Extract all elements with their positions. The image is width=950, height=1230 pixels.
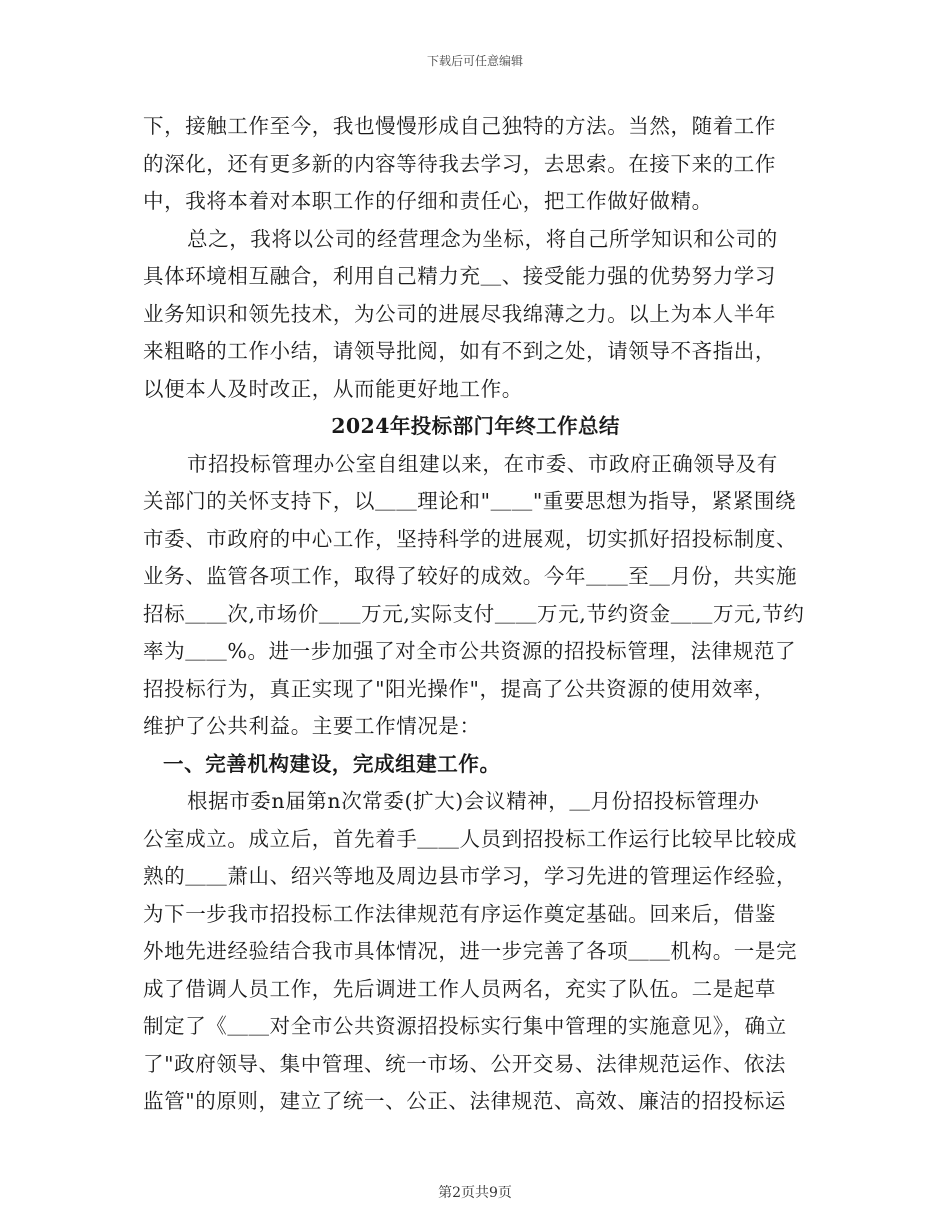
body-text-line: 以便本人及时改正，从而能更好地工作。: [143, 376, 523, 401]
body-text-line: 关部门的关怀支持下，以＿＿理论和"＿＿"重要思想为指导，紧紧围绕: [143, 489, 797, 513]
body-text-line: 率为＿＿%。进一步加强了对全市公共资源的招投标管理，法律规范了: [143, 639, 797, 663]
body-text-line: 的深化，还有更多新的内容等待我去学习，去思索。在接下来的工作: [143, 151, 776, 176]
page-header: 下载后可任意编辑: [426, 54, 523, 68]
paragraph-first-line: 根据市委n届第n次常委(扩大)会议精神，＿月份招投标管理办: [187, 789, 760, 813]
body-text-line: 维护了公共利益。主要工作情况是：: [143, 714, 481, 738]
body-text-line: 下，接触工作至今，我也慢慢形成自己独特的方法。当然，随着工作: [143, 114, 776, 138]
body-text-line: 市委、市政府的中心工作，坚持科学的进展观，切实抓好招投标制度、: [143, 526, 798, 551]
body-text-line: 业务知识和领先技术，为公司的进展尽我绵薄之力。以上为本人半年: [143, 301, 776, 326]
body-text-line: 监管"的原则，建立了统一、公正、法律规范、高效、廉洁的招投标运: [143, 1089, 787, 1113]
body-text-line: 熟的＿＿萧山、绍兴等地及周边县市学习，学习先进的管理运作经验，: [143, 864, 798, 888]
body-text-line: 来粗略的工作小结，请领导批阅，如有不到之处，请领导不吝指出，: [143, 339, 776, 363]
body-text-line: 外地先进经验结合我市具体情况，进一步完善了各项＿＿机构。一是完: [143, 939, 798, 963]
paragraph-first-line: 市招投标管理办公室自组建以来，在市委、市政府正确领导及有: [187, 451, 778, 476]
section-title: 2024年投标部门年终工作总结: [331, 414, 620, 438]
page-footer: 第2页共9页: [438, 1185, 512, 1201]
body-text-line: 招投标行为，真正实现了"阳光操作"，提高了公共资源的使用效率，: [143, 676, 775, 701]
body-text-line: 中，我将本着对本职工作的仔细和责任心，把工作做好做精。: [143, 189, 713, 213]
body-text-line: 制定了《＿＿对全市公共资源招投标实行集中管理的实施意见》，确立: [143, 1014, 787, 1038]
body-text-line: 为下一步我市招投标工作法律规范有序运作奠定基础。回来后，借鉴: [143, 901, 776, 926]
body-text-line: 了"政府领导、集中管理、统一市场、公开交易、法律规范运作、依法: [143, 1051, 787, 1076]
body-text-line: 业务、监管各项工作，取得了较好的成效。今年＿＿至＿月份，共实施: [143, 564, 798, 588]
body-text-line: 具体环境相互融合，利用自己精力充＿、接受能力强的优势努力学习: [143, 264, 776, 288]
body-text-line: 公室成立。成立后，首先着手＿＿人员到招投标工作运行比较早比较成: [143, 826, 798, 851]
section-heading: 一、完善机构建设，完成组建工作。: [163, 751, 501, 776]
body-text-line: 成了借调人员工作，先后调进工作人员两名，充实了队伍。二是起草: [143, 976, 776, 1001]
paragraph-first-line: 总之，我将以公司的经营理念为坐标，将自己所学知识和公司的: [187, 226, 778, 251]
document-body: [143, 108, 808, 1121]
body-text-line: 招标＿＿次,市场价＿＿万元,实际支付＿＿万元,节约资金＿＿万元,节约: [143, 601, 805, 626]
